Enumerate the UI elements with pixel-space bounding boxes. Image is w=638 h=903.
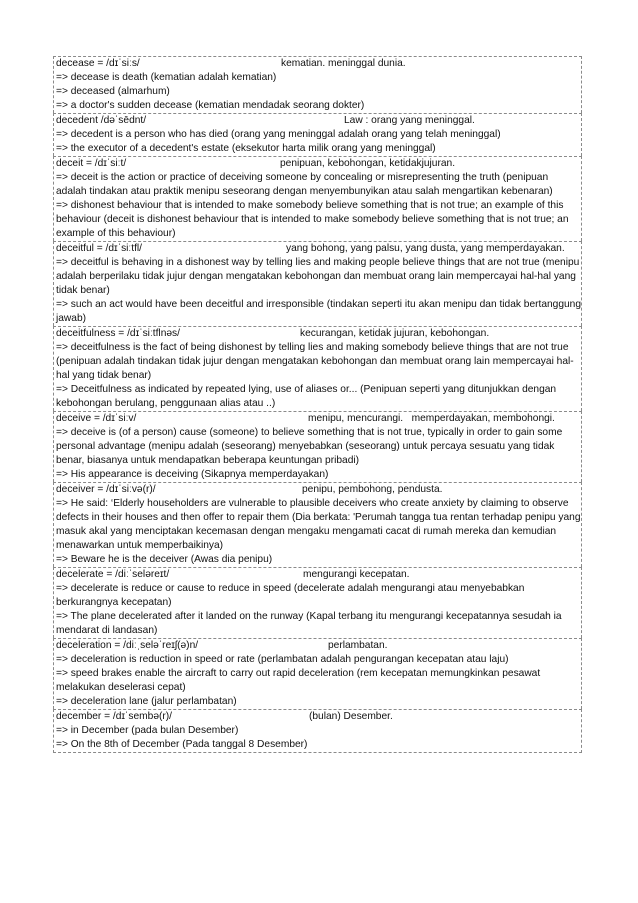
entry-note: => decedent is a person who has died (orang yang meninggal adalah orang yang telah meninggal) [56,129,501,140]
entry-note: => dishonest behaviour that is intended to make somebody believe something that is not true; an example of this behaviour (deceit is dishonest behaviour that is intended to make somebody believe something that is not true; an example of this behaviour) [56,200,572,239]
entry-deceitfulness [53,326,582,411]
entry-note: => deceitful is behaving in a dishonest way by telling lies and making people believe things that are not true (menipu adalah berperilaku tidak jujur dengan mengatakan kebohongan dan membuat orang lain mempercayai hal-hal yang tidak benar) [56,257,583,296]
entry-note: => On the 8th of December (Pada tanggal 8 Desember) [56,739,308,750]
entry-note: => in December (pada bulan Desember) [56,725,239,736]
entry-meaning: mengurangi kecepatan. [303,569,410,580]
entry-decease [53,56,582,113]
entry-meaning: menipu, mencurangi. memperdayakan, membohongi. [308,413,555,424]
entry-december [53,709,582,753]
entry-note: => Beware he is the deceiver (Awas dia penipu) [56,554,273,565]
entry-word: deceitfulness = /dɪˈsiːtflnəs/ [56,328,180,339]
entry-word: decease = /dɪˈsiːs/ [56,58,140,69]
entry-note: => His appearance is deceiving (Sikapnya memperdayakan) [56,469,329,480]
entry-note: => deceased (almarhum) [56,86,170,97]
entry-meaning: Law : orang yang meninggal. [344,115,475,126]
entry-deceitful [53,241,582,326]
entry-decelerate [53,567,582,638]
entry-word: deceitful = /dɪˈsiːtfl/ [56,243,143,254]
entry-word: deceive = /dɪˈsiːv/ [56,413,137,424]
entry-word: deceit = /dɪˈsiːt/ [56,158,127,169]
dictionary-sheet [53,56,582,753]
entry-word: december = /dɪˈsembə(r)/ [56,711,173,722]
entry-deceleration [53,638,582,709]
entry-word: decedent /dəˈsēdnt/ [56,115,147,126]
entry-note: => deceleration lane (jalur perlambatan) [56,696,237,707]
entry-meaning: yang bohong, yang palsu, yang dusta, yang memperdayakan. [286,243,565,254]
entry-meaning: kematian. meninggal dunia. [281,58,406,69]
entry-decedent [53,113,582,156]
entry-note: => deceit is the action or practice of deceiving someone by concealing or misrepresenting the truth (penipuan adalah tindakan atau praktik menipu seseorang dengan menyembunyikan atau salah mengartikan kebenaran) [56,172,553,197]
entry-note: => The plane decelerated after it landed on the runway (Kapal terbang itu mengurangi kecepatannya sesudah ia mendarat di landasan) [56,611,565,636]
entry-note: => a doctor's sudden decease (kematian mendadak seorang dokter) [56,100,365,111]
entry-meaning: kecurangan, ketidak jujuran, kebohongan. [300,328,490,339]
entry-note: => deceleration is reduction in speed or rate (perlambatan adalah pengurangan kecepatan atau laju) [56,654,509,665]
entry-deceit [53,156,582,241]
entry-meaning: (bulan) Desember. [309,711,393,722]
entry-note: => decelerate is reduce or cause to reduce in speed (decelerate adalah mengurangi atau menyebabkan berkurangnya kecepatan) [56,583,528,608]
entry-note: => deceive is (of a person) cause (someone) to believe something that is not true, typically in order to gain some personal advantage (menipu adalah (seseorang) menyebabkan (seseorang) untuk percaya sesuatu yang tidak benar, biasanya untuk mendapatkan beberapa keuntungan pribadi) [56,427,566,466]
entry-meaning: penipuan, kebohongan, ketidakjujuran. [280,158,456,169]
entry-note: => the executor of a decedent's estate (eksekutor harta milik orang yang meninggal) [56,143,436,154]
entry-deceive [53,411,582,482]
entry-word: decelerate = /diːˈseləreɪt/ [56,569,170,580]
entry-note: => deceitfulness is the fact of being dishonest by telling lies and making somebody believe things that are not true (penipuan adalah tindakan tidak jujur dengan mengatakan kebohongan dan membuat orang lain mempercayai hal-hal yang tidak benar) [56,342,574,381]
entry-note: => He said: ‘Elderly householders are vulnerable to plausible deceivers who create anxiety by claiming to observe defects in their houses and then offer to repair them (Dia berkata: 'Perumah tangga tua rentan terhadap penipu yang masuk akal yang menciptakan kecemasan dengan mengaku mengamati cacat di rumah mereka dan kemudian menawarkan untuk memperbaikinya) [56,498,584,551]
entry-note: => such an act would have been deceitful and irresponsible (tindakan seperti itu akan menipu dan tidak bertanggung jawab) [56,299,584,324]
entry-note: => decease is death (kematian adalah kematian) [56,72,277,83]
entry-meaning: perlambatan. [328,640,388,651]
entry-note: => speed brakes enable the aircraft to carry out rapid deceleration (rem kecepatan memungkinkan pesawat melakukan deselerasi cepat) [56,668,544,693]
entry-word: deceiver = /dɪˈsiːvə(r)/ [56,484,156,495]
entry-note: => Deceitfulness as indicated by repeated lying, use of aliases or... (Penipuan seperti yang ditunjukkan dengan kebohongan berulang, penggunaan alias atau ..) [56,384,559,409]
entry-meaning: penipu, pembohong, pendusta. [302,484,443,495]
entry-word: deceleration = /diːˌseləˈreɪʃ(ə)n/ [56,640,199,651]
entry-deceiver [53,482,582,567]
